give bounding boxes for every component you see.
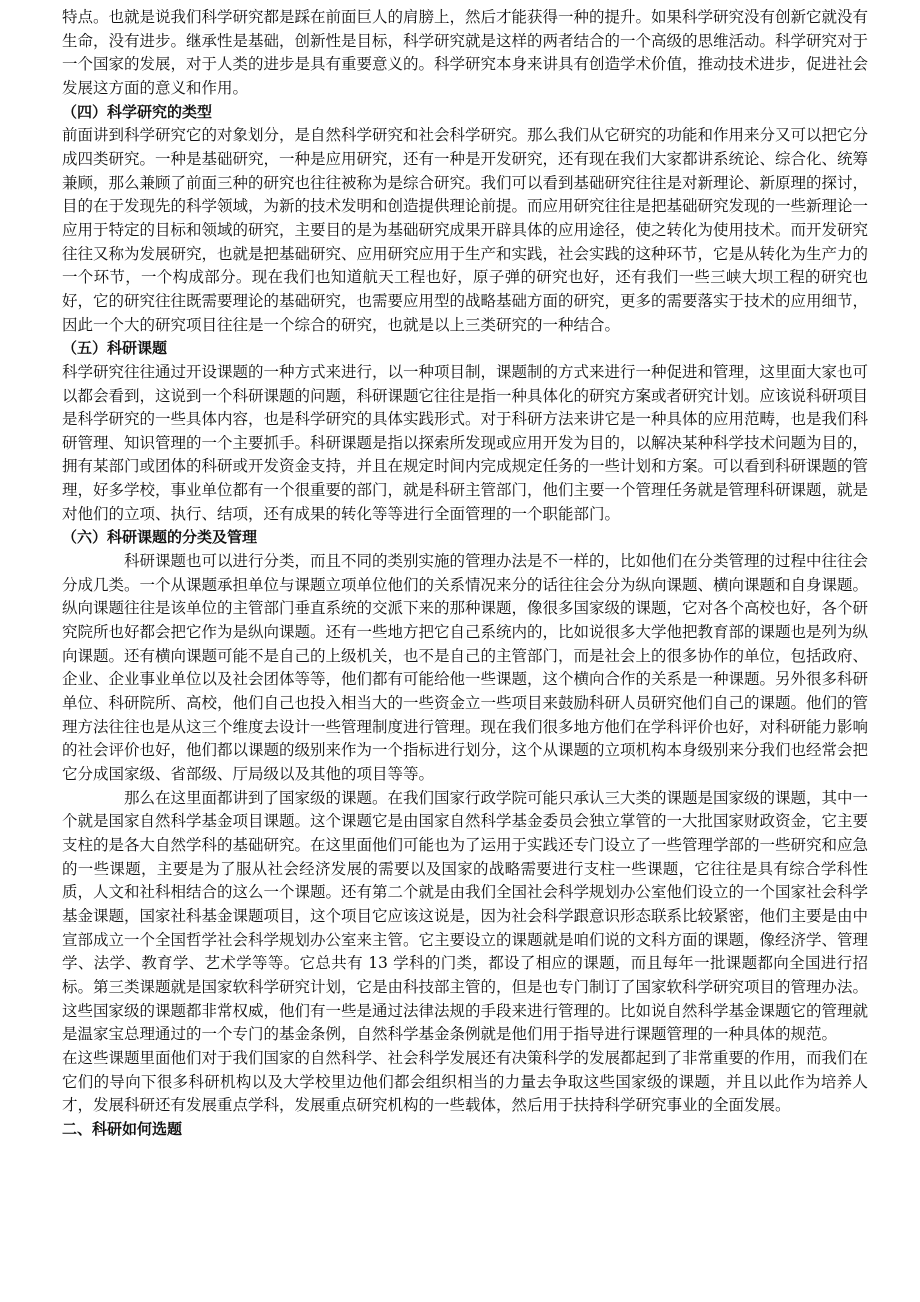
heading-topic-classification: （六）科研课题的分类及管理: [62, 528, 258, 547]
paragraph-research-topics: 科学研究往往通过开设课题的一种方式来进行，以一种项目制，课题制的方式来进行一种促进和管理，这里面大家也可以都会看到，这说到一个科研课题的问题，科研课题它往往是指一种具体化的研究方案或者研究计划。应该说科研项目是科学研究的一些具体内容，也是科学研究的具体实践形式。对于科研方法来讲它是一种具体的应用范畴，也是我们科研管理、知识管理的一个主要抓手。科研课题是指以探索所发现或应用开发为目的，以解决某种科学技术问题为目的，拥有某部门或团体的科研或开发资金支持，并且在规定时间内完成规定任务的一些计划和方案。可以看到科研课题的管理，好多学校，事业单位都有一个很重要的部门，就是科研主管部门，他们主要一个管理任务就是管理科研课题，就是对他们的立项、执行、结项，还有成果的转化等等进行全面管理的一个职能部门。: [62, 362, 869, 523]
paragraph-research-types: 前面讲到科学研究它的对象划分，是自然科学研究和社会科学研究。那么我们从它研究的功能和作用来分又可以把它分成四类研究。一种是基础研究，一种是应用研究，还有一种是开发研究，还有现在我们大家都讲系统论、综合化、统筹兼顾，那么兼顾了前面三种的研究也往往被称为是综合研究。我们可以看到基础研究往往是对新理论、新原理的探讨，目的在于发现先的科学领域，为新的技术发明和创造提供理论前提。而应用研究往往是把基础研究发现的一些新理论一应用于特定的目标和领域的研究，主要目的是为基础研究成果开辟具体的应用途径，使之转化为使用技术。而开发研究往往又称为发展研究，也就是把基础研究、应用研究应用于生产和实践，社会实践的这种环节，它是从转化为生产力的一个环节，一个构成部分。现在我们也知道航天工程也好，原子弹的研究也好，还有我们一些三峡大坝工程的研究也好，它的研究往往既需要理论的基础研究，也需要应用型的战略基础方面的研究，更多的需要落实于技术的应用细节，因此一个大的研究项目往往是一个综合的研究，也就是以上三类研究的一种结合。: [62, 126, 869, 334]
paragraph-topic-classification: 科研课题也可以进行分类，而且不同的类别实施的管理办法是不一样的，比如他们在分类管理的过程中往往会分成几类。一个从课题承担单位与课题立项单位他们的关系情况来分的话往往会分为纵向课题、横向课题和自身课题。纵向课题往往是该单位的主管部门垂直系统的交派下来的那种课题，像很多国家级的课题，它对各个高校也好，各个研究院所也好都会把它作为是纵向课题。还有一些地方把它自己系统内的，比如说很多大学他把教育部的课题也是列为纵向课题。还有横向课题可能不是自己的上级机关，也不是自己的主管部门，而是社会上的很多协作的单位，包括政府、企业、企业事业单位以及社会团体等等，他们都有可能给他一些课题，这个横向合作的关系是一种课题。另外很多科研单位、科研院所、高校，他们自己也投入相当大的一些资金立一些项目来鼓励科研人员研究他们自己的课题。他们的管理方法往往也是从这三个维度去设计一些管理制度进行管理。现在我们很多地方他们在学科评价也好，对科研能力影响的社会评价也好，他们都以课题的级别来作为一个指标进行划分，这个从课题的立项机构本身级别来分我们也经常会把它分成国家级、省部级、厅局级以及其他的项目等等。: [62, 552, 869, 783]
document-page: [62, 6, 868, 1142]
heading-research-types: （四）科学研究的类型: [62, 102, 213, 121]
paragraph-national-topics: 那么在这里面都讲到了国家级的课题。在我们国家行政学院可能只承认三大类的课题是国家级的课题，其中一个就是国家自然科学基金项目课题。这个课题它是由国家自然科学基金委员会独立掌管的一大批国家财政资金，它主要支柱的是各大自然学科的基础研究。在这里面他们可能也为了运用于实践还专门设立了一些管理学部的一些研究和应急的一些课题，主要是为了服从社会经济发展的需要以及国家的战略需要进行支柱一些课题，它往往是具有综合学科性质，人文和社科相结合的这么一个课题。还有第二个就是由我们全国社会科学规划办公室他们设立的一个国家社会科学基金课题，国家社科基金课题项目，这个项目它应该这说是，因为社会科学跟意识形态联系比较紧密，他们主要是由中宣部成立一个全国哲学社会科学规划办公室来主管。它主要设立的课题就是咱们说的文科方面的课题，像经济学、管理学、法学、教育学、艺术学等等。它总共有 13 学科的门类，都设了相应的课题，而且每年一批课题都向全国进行招标。第三类课题就是国家软科学研究计划，它是由科技部主管的，但是也专门制订了国家软科学研究项目的管理办法。这些国家级的课题都非常权威，他们有一些是通过法律法规的手段来进行管理的。比如说自然科学基金课题它的管理就是温家宝总理通过的一个专门的基金条例，自然科学基金条例就是他们用于指导进行课题管理的一种具体的规范。: [62, 788, 869, 1044]
heading-research-topics: （五）科研课题: [62, 339, 168, 358]
paragraph-research-traits: 特点。也就是说我们科学研究都是踩在前面巨人的肩膀上，然后才能获得一种的提升。如果科学研究没有创新它就没有生命，没有进步。继承性是基础，创新性是目标，科学研究就是这样的两者结合的一个高级的思维活动。科学研究对于一个国家的发展，对于人类的进步是具有重要意义的。科学研究本身来讲具有创造学术价值，推动技术进步，促进社会发展这方面的意义和作用。: [62, 8, 869, 97]
paragraph-topic-significance: 在这些课题里面他们对于我们国家的自然科学、社会科学发展还有决策科学的发展都起到了非常重要的作用，而我们在它们的导向下很多科研机构以及大学校里边他们都会组织相当的力量去争取这些国家级的课题，并且以此作为培养人才，发展科研还有发展重点学科，发展重点研究机构的一些载体，然后用于扶持科学研究事业的全面发展。: [62, 1048, 869, 1115]
heading-topic-selection: 二、科研如何选题: [62, 1119, 183, 1138]
